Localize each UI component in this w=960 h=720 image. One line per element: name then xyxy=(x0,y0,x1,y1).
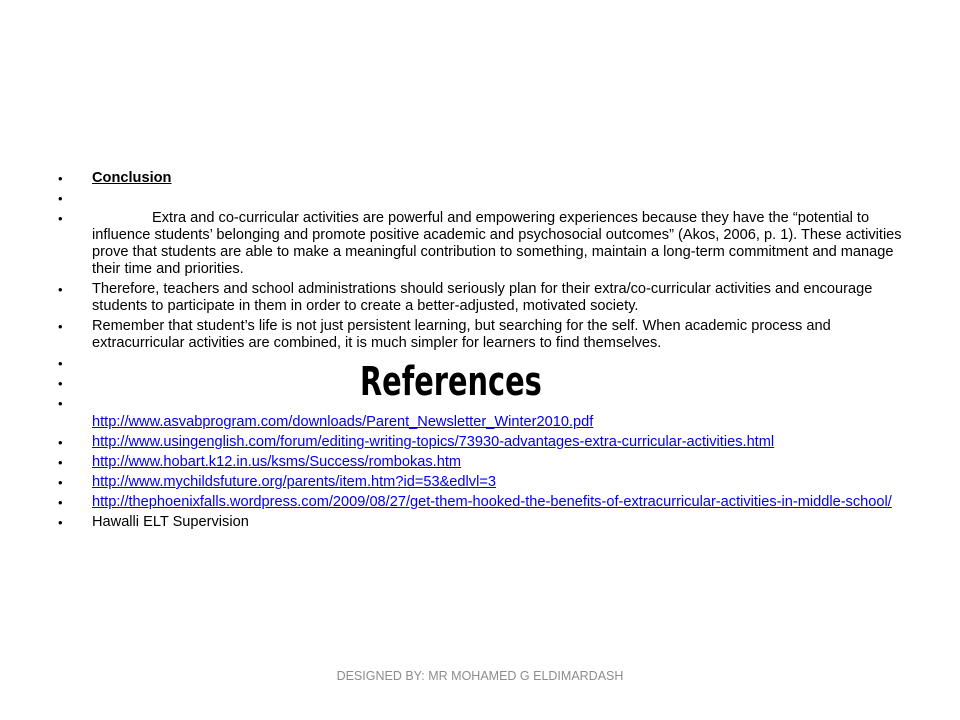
bullet-list xyxy=(58,170,908,534)
list-item-empty xyxy=(58,190,908,207)
list-item-reference-4 xyxy=(58,474,908,491)
bullet-icon: • xyxy=(58,191,63,206)
bullet-icon: • xyxy=(58,515,63,530)
reference-link-4[interactable]: http://www.mychildsfuture.org/parents/item.htm?id=53&edlvl=3 xyxy=(92,474,496,490)
reference-link-3[interactable]: http://www.hobart.k12.in.us/ksms/Success/rombokas.htm xyxy=(92,454,462,470)
reference-link-5[interactable]: http://thephoenixfalls.wordpress.com/2009/08/27/get-them-hooked-the-benefits-of-extracurricular-activities-in-middle-school/ xyxy=(92,494,892,510)
list-item-conclusion-heading xyxy=(58,170,908,187)
list-item-paragraph-2 xyxy=(58,281,908,315)
list-item-source xyxy=(58,514,908,531)
reference-link-1[interactable]: http://www.asvabprogram.com/downloads/Parent_Newsletter_Winter2010.pdf xyxy=(92,414,594,430)
conclusion-heading: Conclusion xyxy=(92,170,172,186)
references-title: References xyxy=(360,359,542,405)
conclusion-paragraph-3: Remember that student’s life is not just persistent learning, but searching for the self. When academic process and extracurricular activities are combined, it is much simpler for learners to find themselves. xyxy=(92,318,831,351)
reference-source-text: Hawalli ELT Supervision xyxy=(92,514,249,530)
bullet-icon: • xyxy=(58,376,63,391)
list-item-paragraph-1 xyxy=(58,210,908,278)
bullet-icon: • xyxy=(58,319,63,334)
bullet-icon: • xyxy=(58,495,63,510)
bullet-icon: • xyxy=(58,282,63,297)
conclusion-paragraph-2: Therefore, teachers and school administrations should seriously plan for their extra/co-curricular activities and encourage students to participate in them in order to create a better-adjusted, motivated society. xyxy=(92,281,873,314)
reference-link-2[interactable]: http://www.usingenglish.com/forum/editing-writing-topics/73930-advantages-extra-curricular-activities.html xyxy=(92,434,775,450)
bullet-icon: • xyxy=(58,356,63,371)
list-item-reference-2 xyxy=(58,434,908,451)
bullet-icon: • xyxy=(58,211,63,226)
bullet-icon: • xyxy=(58,396,63,411)
list-item-paragraph-3 xyxy=(58,318,908,352)
bullet-icon: • xyxy=(58,435,63,450)
bullet-icon: • xyxy=(58,455,63,470)
conclusion-paragraph-1: Extra and co-curricular activities are powerful and empowering experiences because they have the “potential to influence students’ belonging and promote positive academic and psychosocial outcomes” (Akos, 2006, p. 1). These activities prove that students are able to make a meaningful contribution to something, maintain a long-term commitment and manage their time and priorities. xyxy=(92,210,902,277)
list-item-reference-3 xyxy=(58,454,908,471)
bullet-icon: • xyxy=(58,475,63,490)
list-item-reference-5 xyxy=(58,494,908,511)
bullet-icon: • xyxy=(58,171,63,186)
footer-designer-credit: DESIGNED BY: MR MOHAMED G ELDIMARDASH xyxy=(336,669,624,683)
